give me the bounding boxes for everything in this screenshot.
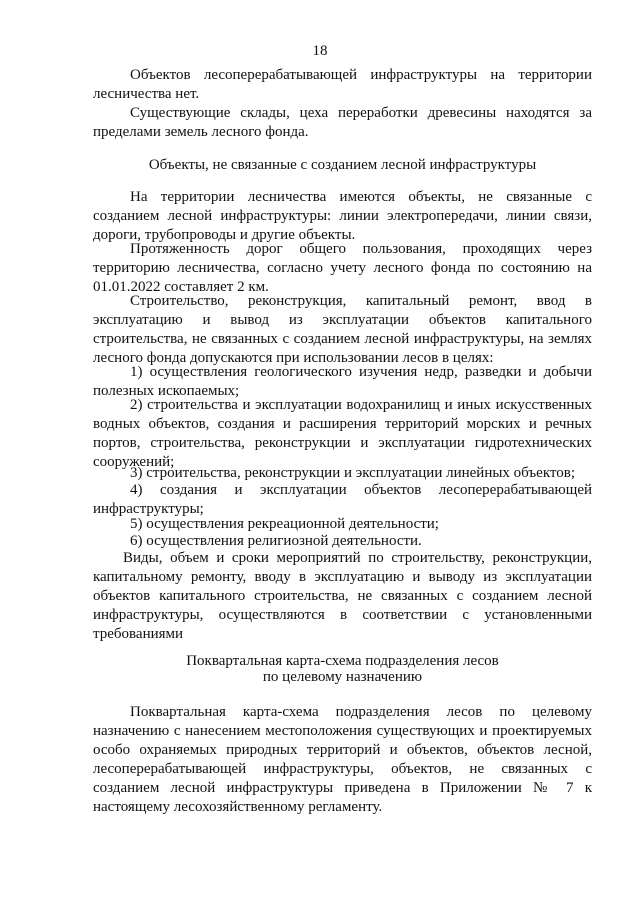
- paragraph-warehouses: Существующие склады, цеха переработки древесины находятся за пределами земель лесного фонда.: [93, 105, 592, 140]
- paragraph-road-length: Протяженность дорог общего пользования, проходящих через территорию лесничества, согласно учету лесного фонда по состоянию на 01.01.2022 составляет 2 км.: [93, 241, 592, 295]
- paragraph-construction-requirements: Виды, объем и сроки мероприятий по строительству, реконструкции, капитальному ремонту, вводу в эксплуатацию и выводу из эксплуатации объектов капитального строительства, не связанных с созданием лесной инфраструктуры, осуществляются в соответствии с установленными требованиями: [93, 550, 592, 642]
- list-item-1: 1) осуществления геологического изучения недр, разведки и добычи полезных ископаемых;: [93, 364, 592, 399]
- paragraph-map-appendix: Поквартальная карта-схема подразделения лесов по целевому назначению с нанесением местоположения существующих и проектируемых особо охраняемых природных территорий и объектов, объектов лесной, лесоперерабатывающей инфраструктуры, объектов, не связанных с созданием лесной инфраструктуры приведена в Приложении № 7 к настоящему лесохозяйственному регламенту.: [93, 704, 592, 815]
- paragraph-existing-objects: На территории лесничества имеются объекты, не связанные с созданием лесной инфраструктуры: линии электропередачи, линии связи, дороги, трубопроводы и другие объекты.: [93, 189, 592, 243]
- list-item-4: 4) создания и эксплуатации объектов лесоперерабатывающей инфраструктуры;: [93, 482, 592, 517]
- paragraph-no-processing-infrastructure: Объектов лесоперерабатывающей инфраструктуры на территории лесничества нет.: [93, 67, 592, 102]
- paragraph-construction-allowed: Строительство, реконструкция, капитальный ремонт, ввод в эксплуатацию и вывод из эксплуатации объектов капитального строительства, не связанных с созданием лесной инфраструктуры, на землях лесного фонда допускаются при использовании лесов в целях:: [93, 293, 592, 366]
- section-heading-map-line-2: по целевому назначению: [262, 669, 423, 685]
- list-item-6: 6) осуществления религиозной деятельности.: [130, 533, 422, 549]
- list-item-2: 2) строительства и эксплуатации водохранилищ и иных искусственных водных объектов, создания и расширения территорий морских и речных портов, строительства, реконструкции и эксплуатации гидротехнических сооружений;: [93, 397, 592, 470]
- section-heading-map-line-1: Поквартальная карта-схема подразделения лесов: [186, 653, 499, 669]
- list-item-3: 3) строительства, реконструкции и эксплуатации линейных объектов;: [130, 465, 576, 481]
- section-heading-non-forest-objects: Объекты, не связанные с созданием лесной инфраструктуры: [148, 157, 537, 173]
- page-number: 18: [312, 43, 328, 59]
- list-item-5: 5) осуществления рекреационной деятельности;: [130, 516, 439, 532]
